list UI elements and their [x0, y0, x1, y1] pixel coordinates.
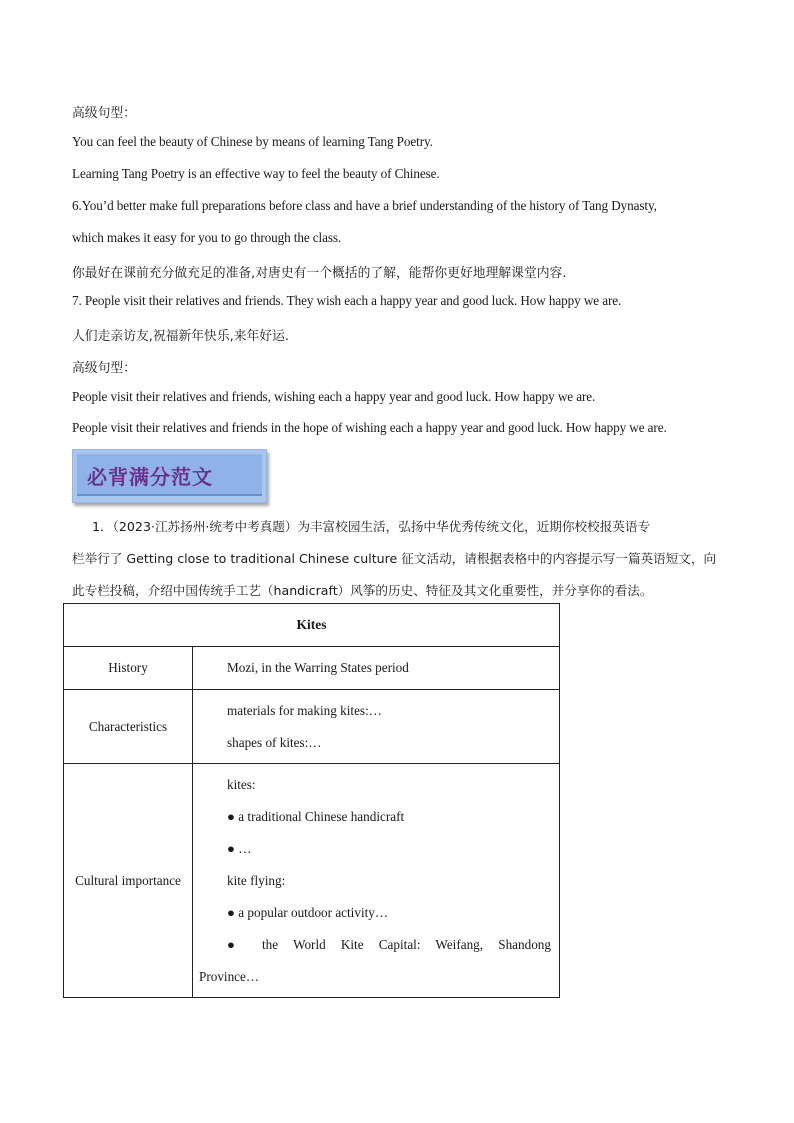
history-label: History [64, 647, 193, 690]
cultural-importance-value [193, 764, 560, 998]
section-banner [72, 449, 267, 503]
sentence-line: 7. People visit their relatives and friends. They wish each a happy year and good luck. How happy we are. [72, 293, 622, 308]
task-text-line: 栏举行了 Getting close to traditional Chinese culture 征文活动，请根据表格中的内容提示写一篇英语短文，向 [72, 551, 717, 566]
cultural-item: ● a popular outdoor activity… [227, 904, 389, 920]
table-title: Kites [64, 604, 560, 647]
cultural-item: kites: [227, 776, 256, 792]
characteristic-item: materials for making kites:… [227, 702, 382, 718]
task-text-line: 此专栏投稿，介绍中国传统手工艺（handicraft）风筝的历史、特征及其文化重要性，并分享你的看法。 [72, 583, 653, 598]
sentence-line: 6.You’d better make full preparations before class and have a brief understanding of the history of Tang Dynasty, [72, 198, 657, 213]
kites-table [63, 603, 560, 998]
cultural-item: ● the World Kite Capital: Weifang, Shandong [227, 936, 551, 952]
task-text-line: 1．（2023·江苏扬州·统考中考真题）为丰富校园生活，弘扬中华优秀传统文化，近期你校校报英语专 [92, 519, 651, 534]
cultural-item: Province… [199, 968, 260, 984]
table-row [64, 764, 560, 998]
table-row [64, 690, 560, 764]
characteristic-item: shapes of kites:… [227, 734, 322, 750]
cultural-importance-label: Cultural importance [64, 764, 193, 998]
sentence-line: People visit their relatives and friends, wishing each a happy year and good luck. How happy we are. [72, 389, 596, 404]
cultural-item: ● a traditional Chinese handicraft [227, 808, 405, 824]
advanced-pattern-heading: 高级句型： [72, 361, 136, 376]
translation-line: 你最好在课前充分做充足的准备,对唐史有一个概括的了解，能帮你更好地理解课堂内容. [72, 266, 567, 281]
banner-title: 必背满分范文 [87, 465, 213, 489]
sentence-line: which makes it easy for you to go through the class. [72, 230, 342, 245]
cultural-item: kite flying: [227, 872, 286, 888]
table-title-row [64, 604, 560, 647]
characteristics-value [193, 690, 560, 764]
advanced-pattern-heading: 高级句型： [72, 106, 136, 121]
cultural-item: ● … [227, 840, 252, 856]
translation-line: 人们走亲访友,祝福新年快乐,来年好运. [72, 329, 289, 344]
characteristics-label: Characteristics [64, 690, 193, 764]
history-value: Mozi, in the Warring States period [193, 647, 560, 690]
sentence-line: Learning Tang Poetry is an effective way to feel the beauty of Chinese. [72, 166, 440, 181]
sentence-line: You can feel the beauty of Chinese by means of learning Tang Poetry. [72, 134, 433, 149]
sentence-line: People visit their relatives and friends in the hope of wishing each a happy year and good luck. How happy we are. [72, 420, 667, 435]
table-row [64, 647, 560, 690]
